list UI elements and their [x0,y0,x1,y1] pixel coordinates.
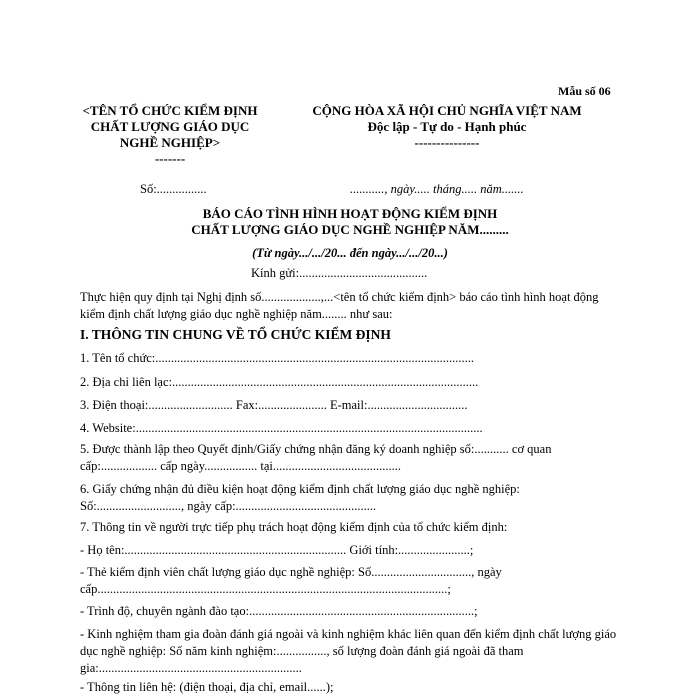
item-person-in-charge: 7. Thông tin về người trực tiếp phụ trách hoạt động kiểm định của tổ chức kiểm định: [80,520,508,534]
org-name-line2: CHẤT LƯỢNG GIÁO DỤC [90,119,250,134]
org-name-line3: NGHỀ NGHIỆP> [119,135,221,150]
report-title-line1: BÁO CÁO TÌNH HÌNH HOẠT ĐỘNG KIỂM ĐỊNH [202,206,498,221]
nation-motto: Độc lập - Tự do - Hạnh phúc [367,119,527,134]
item-address: 2. Địa chỉ liên lạc:.................................................................................................. [80,375,479,389]
item-website: 4. Website:............................................................................................................... [80,421,483,435]
item-contact: - Thông tin liên hệ: (điện thoại, địa chỉ, email......); [80,680,334,694]
item-experience: - Kinh nghiệm tham gia đoàn đánh giá ngoài và kinh nghiệm khác liên quan đến kiểm định chất lượng giáo dục nghề nghiệp: Số năm kinh nghiệm:................, số lượng đoàn đánh giá ngoài đã tham gia:................................................................. [80,627,617,675]
report-period: (Từ ngày.../.../20... đến ngày.../.../20...) [252,246,448,260]
nation-rule: --------------- [414,135,480,150]
org-rule: ------- [154,151,186,166]
item-establishment: 5. Được thành lập theo Quyết định/Giấy chứng nhận đăng ký doanh nghiệp số:........... cơ quan cấp:.................. cấp ngày................. tại......................................... [80,442,552,473]
intro-paragraph: Thực hiện quy định tại Nghị định số...................,...<tên tổ chức kiểm định> báo cáo tình hình hoạt động kiểm định chất lượng giáo dục nghề nghiệp năm........ như sau: [80,290,599,321]
org-header [70,103,270,167]
nation-title: CỘNG HÒA XÃ HỘI CHỦ NGHĨA VIỆT NAM [312,103,582,118]
item-full-name: - Họ tên:....................................................................... Giới tính:.......................; [80,543,474,557]
item-education: - Trình độ, chuyên ngành đào tạo:........................................................................; [80,604,478,618]
report-title [80,206,620,238]
section-1-heading: I. THÔNG TIN CHUNG VỀ TỔ CHỨC KIỂM ĐỊNH [80,327,391,342]
org-name-line1: <TÊN TỔ CHỨC KIỂM ĐỊNH [82,103,258,118]
item-inspector-card: - Thẻ kiểm định viên chất lượng giáo dục nghề nghiệp: Số................................, ngày cấp................................................................................................................; [80,565,502,596]
report-title-line2: CHẤT LƯỢNG GIÁO DỤC NGHỀ NGHIỆP NĂM......... [191,222,509,237]
document-date: ..........., ngày..... tháng..... năm....... [350,182,524,196]
nation-header [288,103,606,151]
item-org-name: 1. Tên tổ chức:...................................................................................................... [80,351,475,365]
recipient: Kính gửi:......................................... [251,266,428,280]
item-phone-fax-email: 3. Điện thoại:........................... Fax:...................... E-mail:................................ [80,398,468,412]
item-license: 6. Giấy chứng nhận đủ điều kiện hoạt động kiểm định chất lượng giáo dục nghề nghiệp: Số:..........................., ngày cấp:............................................. [80,482,520,513]
document-number: Số:................ [140,182,207,196]
form-code: Mẫu số 06 [558,84,611,98]
